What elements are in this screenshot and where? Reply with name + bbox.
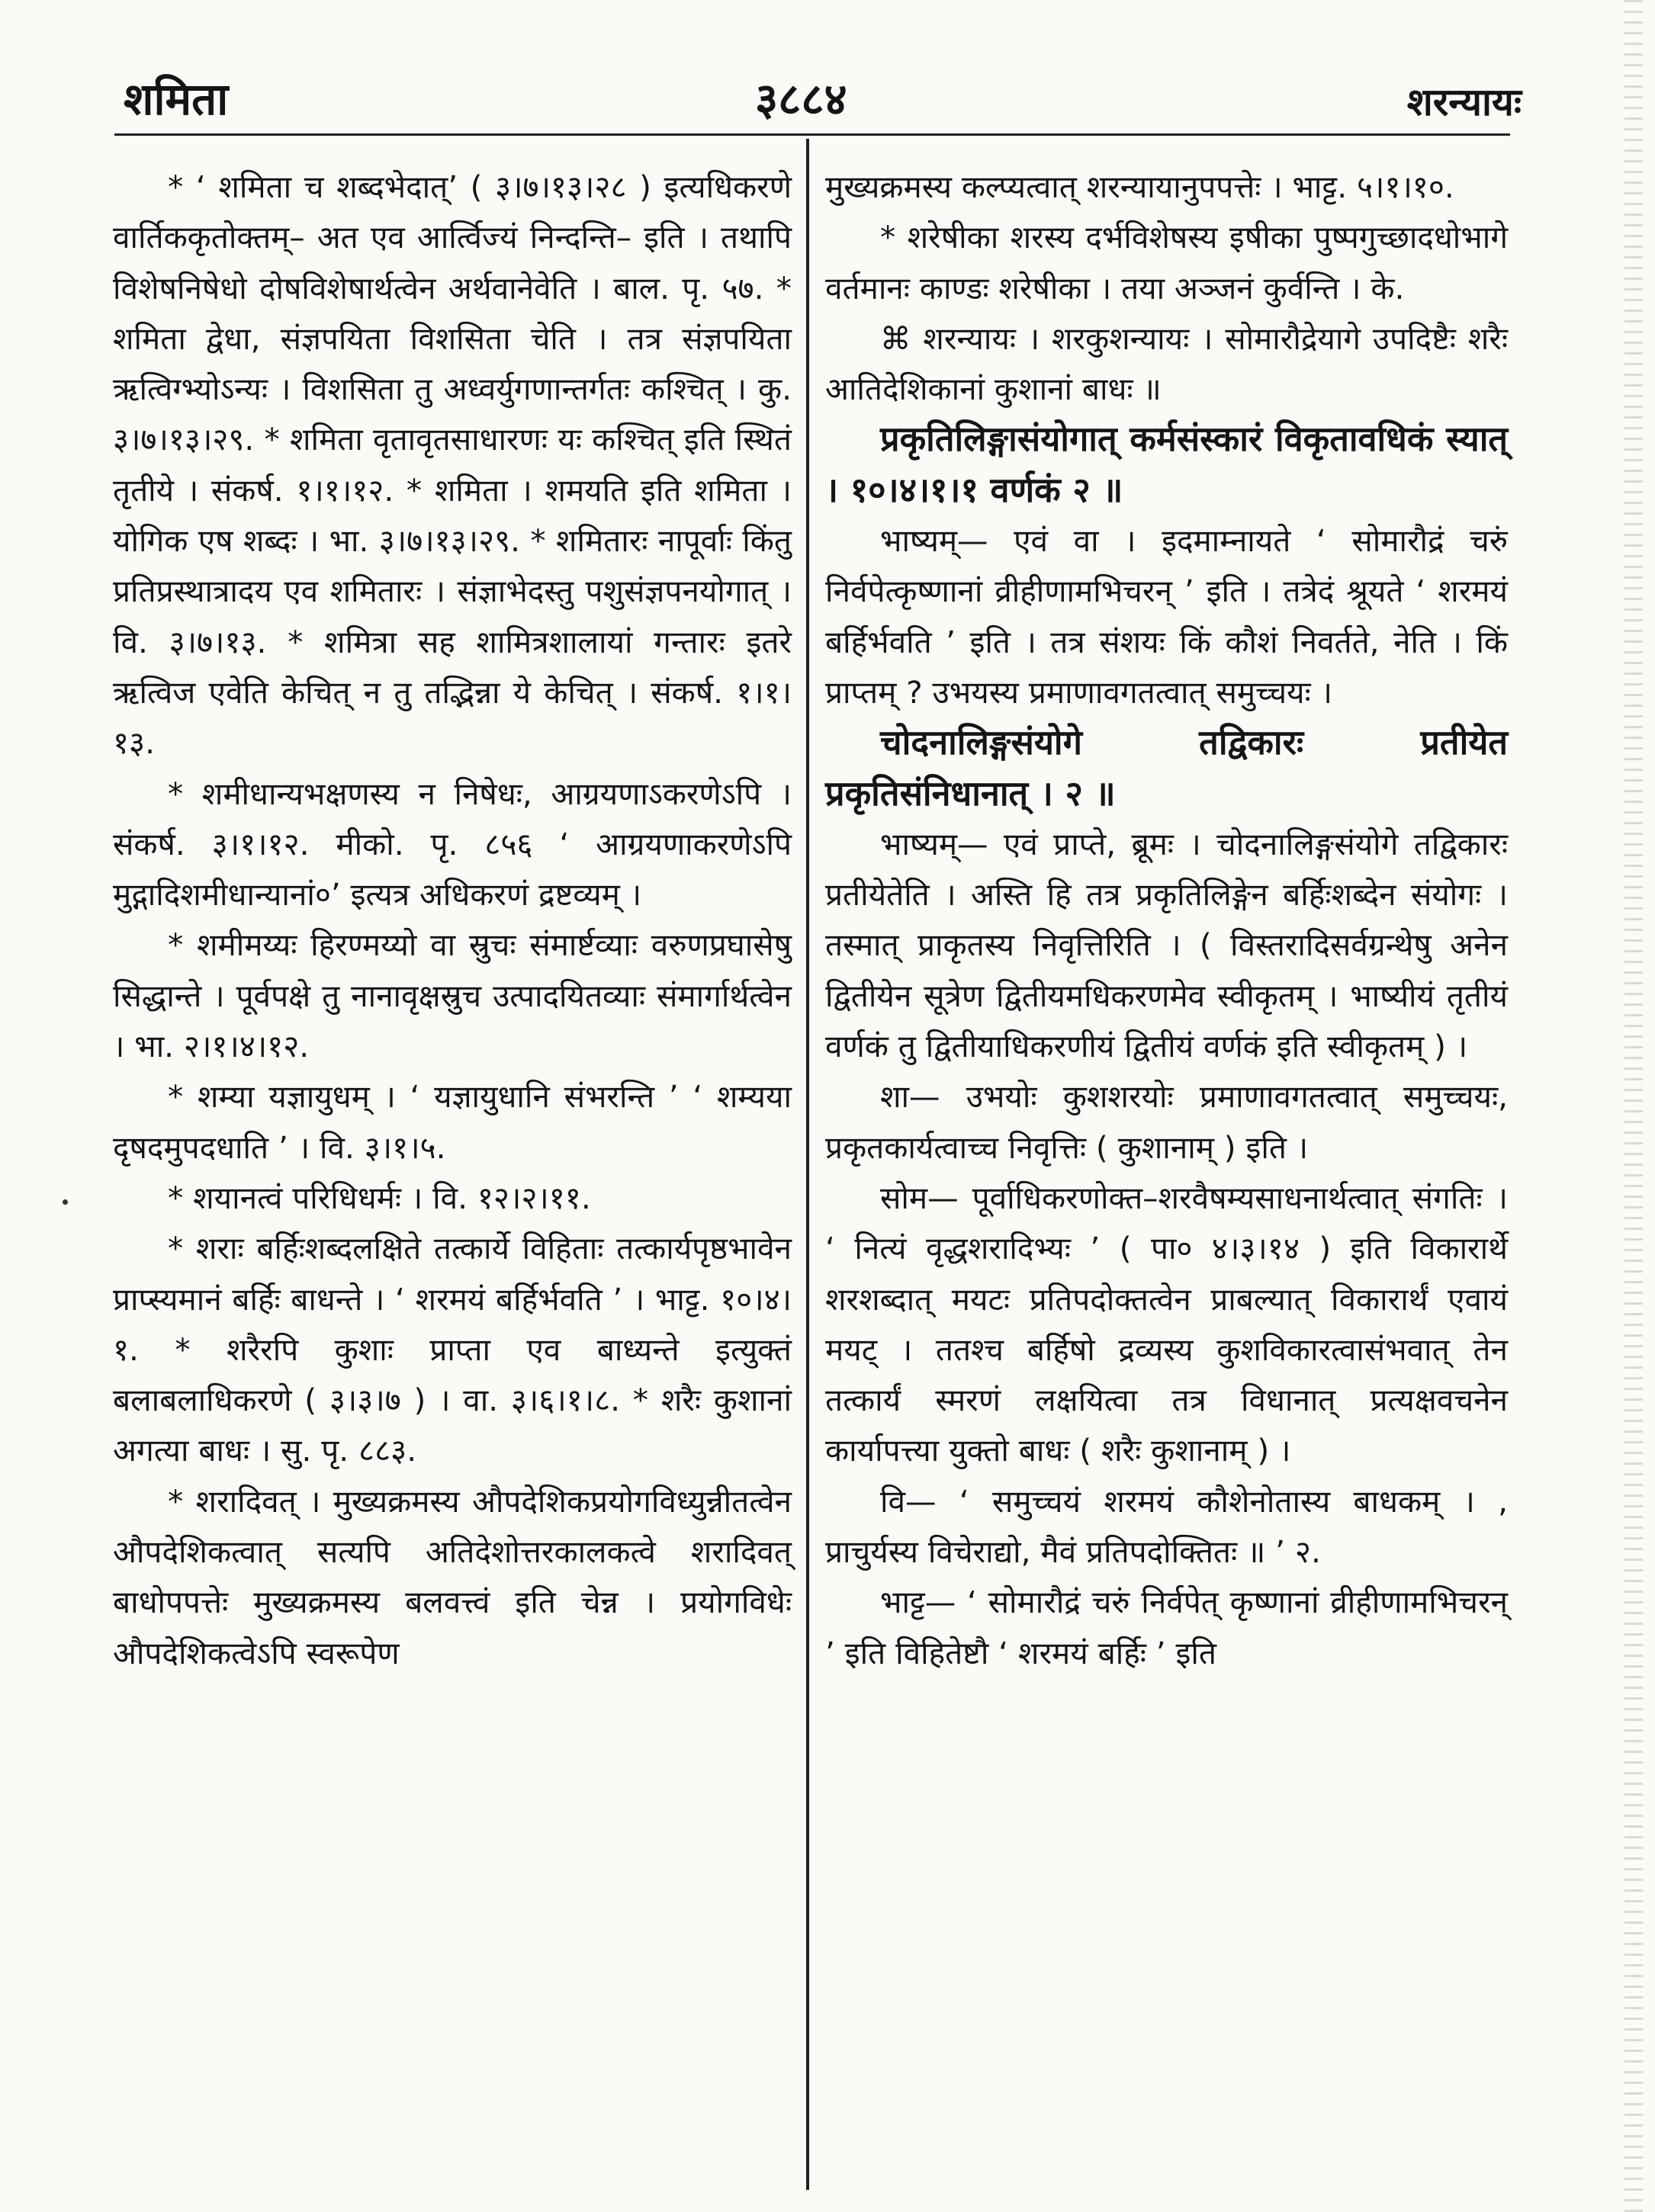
entry-shareshika: * शरेषीका शरस्य दर्भविशेषस्य इषीका पुष्पगुच्छादधोभागे वर्तमानः काण्डः शरेषीका । तया अञ्जनं कुर्वन्ति । के. — [825, 219, 1508, 307]
running-head-left: शमिता — [124, 73, 229, 125]
column-divider — [806, 139, 809, 2190]
sutra-2: चोदनालिङ्गसंयोगे तद्विकारः प्रतीयेत प्रकृतिसंनिधानात् । २ ॥ — [825, 722, 1508, 814]
entry-shamya: * शम्या यज्ञायुधम् । ‘ यज्ञायुधानि संभरन्ति ’ ‘ शम्यया दृषदमुपदधाति ’ । वि. ३।१।५. — [113, 1078, 792, 1166]
page-number: ३८८४ — [755, 73, 847, 125]
scan-edge-noise — [1624, 0, 1643, 2212]
entry-sharadivat: * शरादिवत् । मुख्यक्रमस्य औपदेशिकप्रयोगविध्युन्नीतत्वेन औपदेशिकत्वात् सत्यपि अतिदेशोत्तरकालकत्वे शरादिवत् बाधोपपत्तेः मुख्यक्रमस्य बलवत्त्वं इति चेन्न । प्रयोगविधेः औपदेशिकत्वेऽपि स्वरूपेण — [113, 1482, 792, 1671]
entry-sharah: * शराः बर्हिःशब्दलक्षिते तत्कार्ये विहिताः तत्कार्यपृष्ठभावेन प्राप्स्यमानं बर्हिः बाधन्ते । ‘ शरमयं बर्हिर्भवति ’ । भाट्ट. १०।४।१. * शरैरपि कुशाः प्राप्ता एव बाध्यन्ते इत्युक्तं बलाबलाधिकरणे ( ३।३।७ ) । वा. ३।६।१।८. * शरैः कुशानां अगत्या बाधः । सु. पृ. ८८३. — [113, 1230, 792, 1469]
commentary-vi: वि— ‘ समुच्चयं शरमयं कौशेनोतास्य बाधकम् । , प्राचुर्यस्य विचेराद्यो, मैवं प्रतिपदोक्तितः ॥ ’ २. — [825, 1482, 1508, 1571]
commentary-soma: सोम— पूर्वाधिकरणोक्त–शरवैषम्यसाधनार्थत्वात् संगतिः । ‘ नित्यं वृद्धशरादिभ्यः ’ ( पा० ४।३।१४ ) इति विकारार्थे शरशब्दात् मयटः प्रतिपदोक्तत्वेन प्राबल्यात् विकारार्थं एवायं मयट् । ततश्च बर्हिषो द्रव्यस्य कुशविकारत्वासंभवात् तेन तत्कार्यं स्मरणं लक्षयित्वा तत्र विधानात् प्रत्यक्षवचनेन कार्यापत्त्या युक्तो बाधः ( शरैः कुशानाम् ) । — [825, 1179, 1508, 1469]
entry-shamita: * ‘ शमिता च शब्दभेदात्’ ( ३।७।१३।२८ ) इत्यधिकरणे वार्तिककृतोक्तम्– अत एव आर्त्विज्यं निन्दन्ति– इति । तथापि विशेषनिषेधो दोषविशेषार्थत्वेन अर्थवानेवेति । बाल. पृ. ५७. * शमिता द्वेधा, संज्ञपयिता विशसिता चेति । तत्र संज्ञपयिता ऋत्विग्भ्योऽन्यः । विशसिता तु अध्वर्युगणान्तर्गतः कश्चित् । कु. ३।७।१३।२९. * शमिता वृतावृतसाधारणः यः कश्चित् इति स्थितं तृतीये । संकर्ष. १।१।१२. * शमिता । शमयति इति शमिता । योगिक एष शब्दः । भा. ३।७।१३।२९. * शमितारः नापूर्वाः किंतु प्रतिप्रस्थात्रादय एव शमितारः । संज्ञाभेदस्तु पशुसंज्ञपनयोगात् । वि. ३।७।१३. * शमित्रा सह शामित्रशालायां गन्तारः इतरे ऋत्विज एवेति केचित् न तु तद्भिन्ना ये केचित् । संकर्ष. १।१।१३. — [113, 169, 792, 762]
right-column — [825, 162, 1508, 1678]
continuation-text: मुख्यक्रमस्य कल्प्यत्वात् शरन्यायानुपपत्तेः । भाट्ट. ५।१।१०. — [825, 169, 1454, 205]
left-column — [113, 162, 792, 1678]
header-rule — [114, 133, 1510, 136]
entry-shamimayya: * शमीमय्यः हिरण्मय्यो वा स्रुचः संमार्ष्टव्याः वरुणप्रघासेषु सिद्धान्ते । पूर्वपक्षे तु नानावृक्षस्रुच उत्पादयितव्याः संमार्गार्थत्वेन । भा. २।१।४।१२. — [113, 926, 792, 1065]
bhashya-1: भाष्यम्— एवं वा । इदमाम्नायते ‘ सोमारौद्रं चरुं निर्वपेत्कृष्णानां व्रीहीणामभिचरन् ’ इति । तत्रेदं श्रूयते ‘ शरमयं बर्हिर्भवति ’ इति । तत्र संशयः किं कौशं निवर्तते, नेति । किं प्राप्तम् ? उभयस्य प्रमाणावगतत्वात् समुच्चयः । — [825, 522, 1508, 711]
entry-sharanyaya: ⌘ शरन्यायः । शरकुशन्यायः । सोमारौद्रेयागे उपदिष्टैः शरैः आतिदेशिकानां कुशानां बाधः ॥ — [825, 319, 1508, 408]
sutra-1: प्रकृतिलिङ्गासंयोगात् कर्मसंस्कारं विकृतावधिकं स्यात् । १०।४।१।१ वर्णकं २ ॥ — [825, 419, 1508, 510]
commentary-bhatta: भाट्ट— ‘ सोमारौद्रं चरुं निर्वपेत् कृष्णानां व्रीहीणामभिचरन् ’ इति विहितेष्टौ ‘ शरमयं बर्हिः ’ इति — [825, 1584, 1508, 1671]
margin-speck — [63, 1199, 68, 1205]
entry-shamidhanya: * शमीधान्यभक्षणस्य न निषेधः, आग्रयणाऽकरणेऽपि । संकर्ष. ३।१।१२. मीको. पृ. ८५६ ‘ आग्रयणाकरणेऽपि मुद्गादिशमीधान्यानां०’ इत्यत्र अधिकरणं द्रष्टव्यम् । — [113, 775, 792, 913]
entry-shayanatva: * शयानत्वं परिधिधर्मः । वि. १२।२।११. — [168, 1179, 591, 1216]
running-head-right: शरन्यायः — [1406, 80, 1522, 124]
commentary-sha: शा— उभयोः कुशशरयोः प्रमाणावगतत्वात् समुच्चयः, प्रकृतकार्यत्वाच्च निवृत्तिः ( कुशानाम् ) इति । — [825, 1078, 1508, 1166]
bhashya-2: भाष्यम्— एवं प्राप्ते, ब्रूमः । चोदनालिङ्गसंयोगे तद्विकारः प्रतीयेतेति । अस्ति हि तत्र प्रकृतिलिङ्गेन बर्हिःशब्देन संयोगः । तस्मात् प्राकृतस्य निवृत्तिरिति । ( विस्तरादिसर्वग्रन्थेषु अनेन द्वितीयेन सूत्रेण द्वितीयमधिकरणमेव स्वीकृतम् । भाष्यीयं तृतीयं वर्णकं तु द्वितीयाधिकरणीयं द्वितीयं वर्णकं इति स्वीकृतम् ) । — [825, 825, 1508, 1065]
